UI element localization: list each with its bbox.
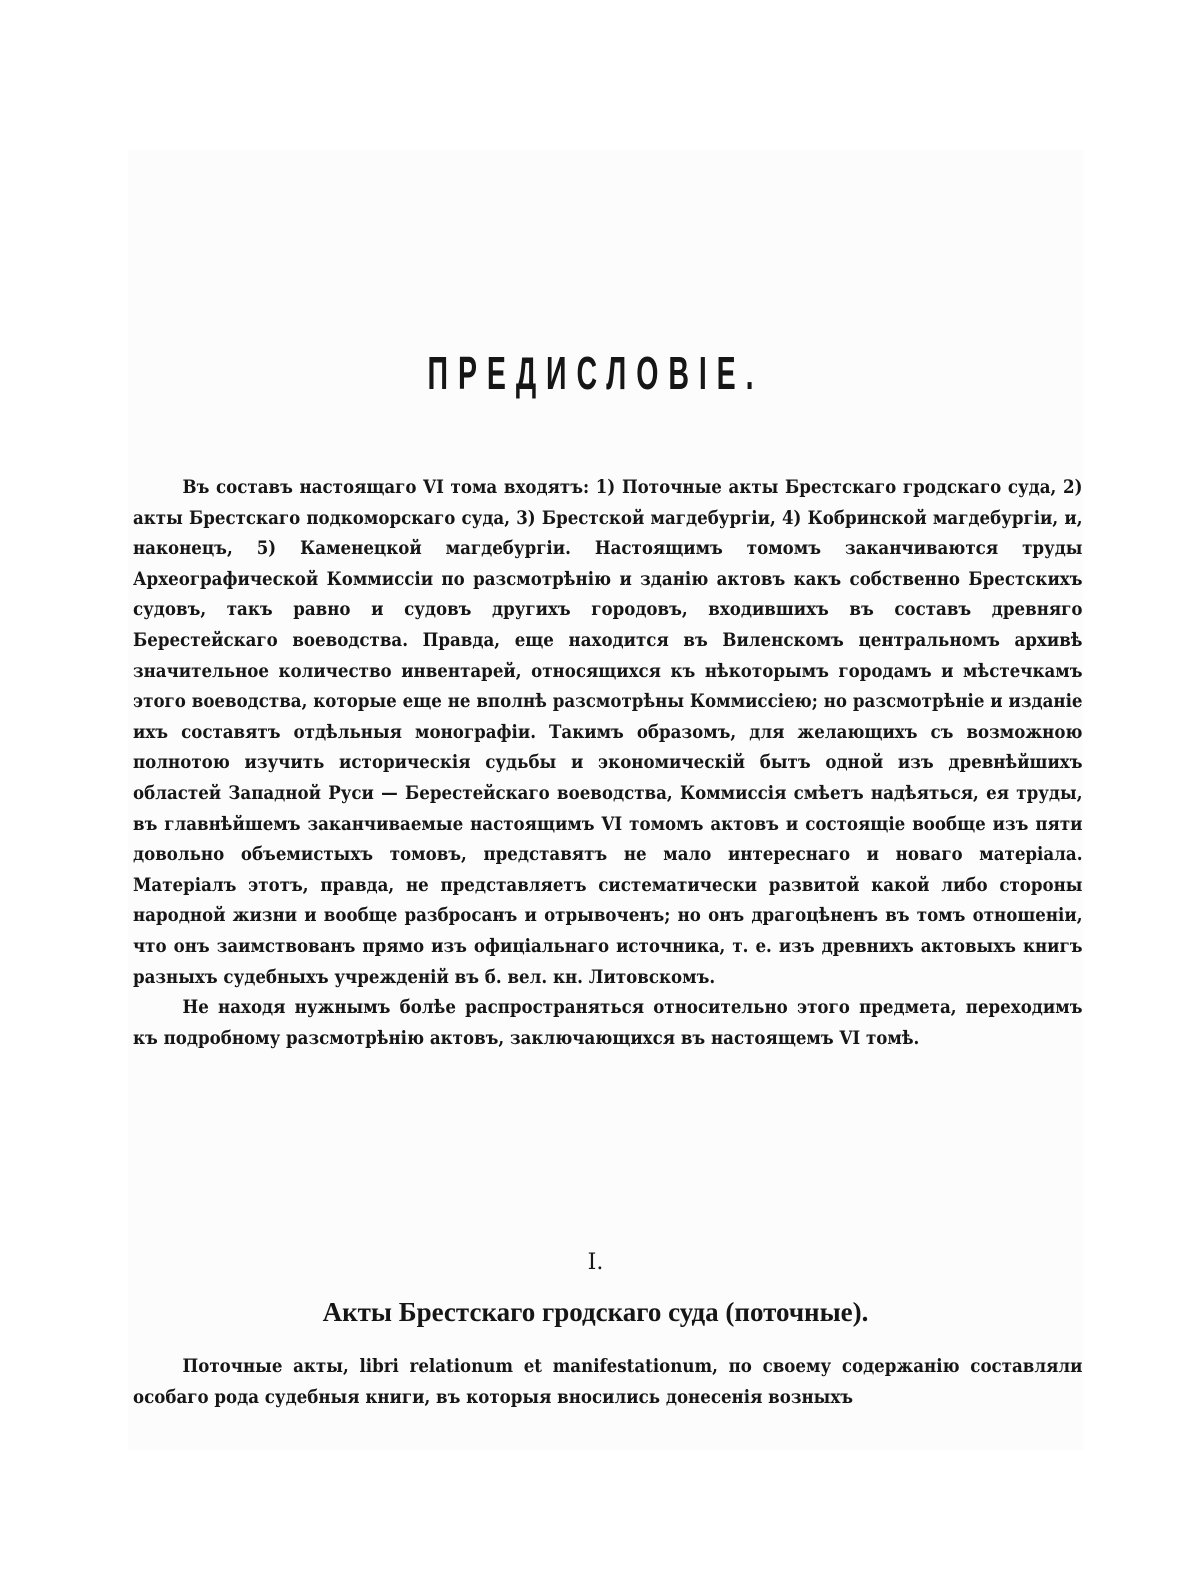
section-number: I. [587,1250,604,1275]
preface-text [133,473,1083,1054]
preface-paragraph-2: Не находя нужнымъ болѣе распространяться относительно этого предмета, переходимъ къ подробному разсмотрѣнію актовъ, заключающихся въ настоящемъ VI томѣ. [133,997,1083,1049]
section-title: Акты Брестскаго гродскаго суда (поточные). [322,1297,869,1327]
page-title: ПРЕДИСЛОВІЕ. [427,347,764,399]
section-text [133,1352,1083,1413]
section-paragraph: Поточные акты, libri relationum et manifestationum, по своему содержанію составляли особаго рода судебныя книги, въ которыя вносились донесенія возныхъ [133,1356,1083,1408]
preface-paragraph-1: Въ составъ настоящаго VI тома входятъ: 1) Поточные акты Брестскаго гродскаго суда, 2) акты Брестскаго подкоморскаго суда, 3) Брестской магдебургіи, 4) Кобринской магдебургіи, и, наконецъ, 5) Каменецкой магдебургіи. Настоящимъ томомъ заканчиваются труды Археографической Коммиссіи по разсмотрѣнію и зданію актовъ какъ собственно Брестскихъ судовъ, такъ равно и судовъ другихъ городовъ, входившихъ въ составъ древняго Берестейскаго воеводства. Правда, еще находится въ Виленскомъ центральномъ архивѣ значительное количество инвентарей, относящихся къ нѣкоторымъ городамъ и мѣстечкамъ этого воеводства, которые еще не вполнѣ разсмотрѣны Коммиссіею; но разсмотрѣніе и изданіе ихъ составятъ отдѣльныя монографіи. Такимъ образомъ, для желающихъ съ возможною полнотою изучить историческія судьбы и экономическій бытъ одной изъ древнѣйшихъ областей Западной Руси — Берестейскаго воеводства, Коммиссія смѣетъ надѣяться, ея труды, въ главнѣйшемъ заканчиваемые настоящимъ VI томомъ актовъ и состоящіе вообще изъ пяти довольно объемистыхъ томовъ, представятъ не мало интереснаго и новаго матеріала. Матеріалъ этотъ, правда, не представляетъ систематически развитой какой либо стороны народной жизни и вообще разбросанъ и отрывоченъ; но онъ драгоцѣненъ въ томъ отношеніи, что онъ заимствованъ прямо изъ офиціальнаго источника, т. е. изъ древнихъ актовыхъ книгъ разныхъ судебныхъ учрежденій въ б. вел. кн. Литовскомъ. [133,477,1083,988]
